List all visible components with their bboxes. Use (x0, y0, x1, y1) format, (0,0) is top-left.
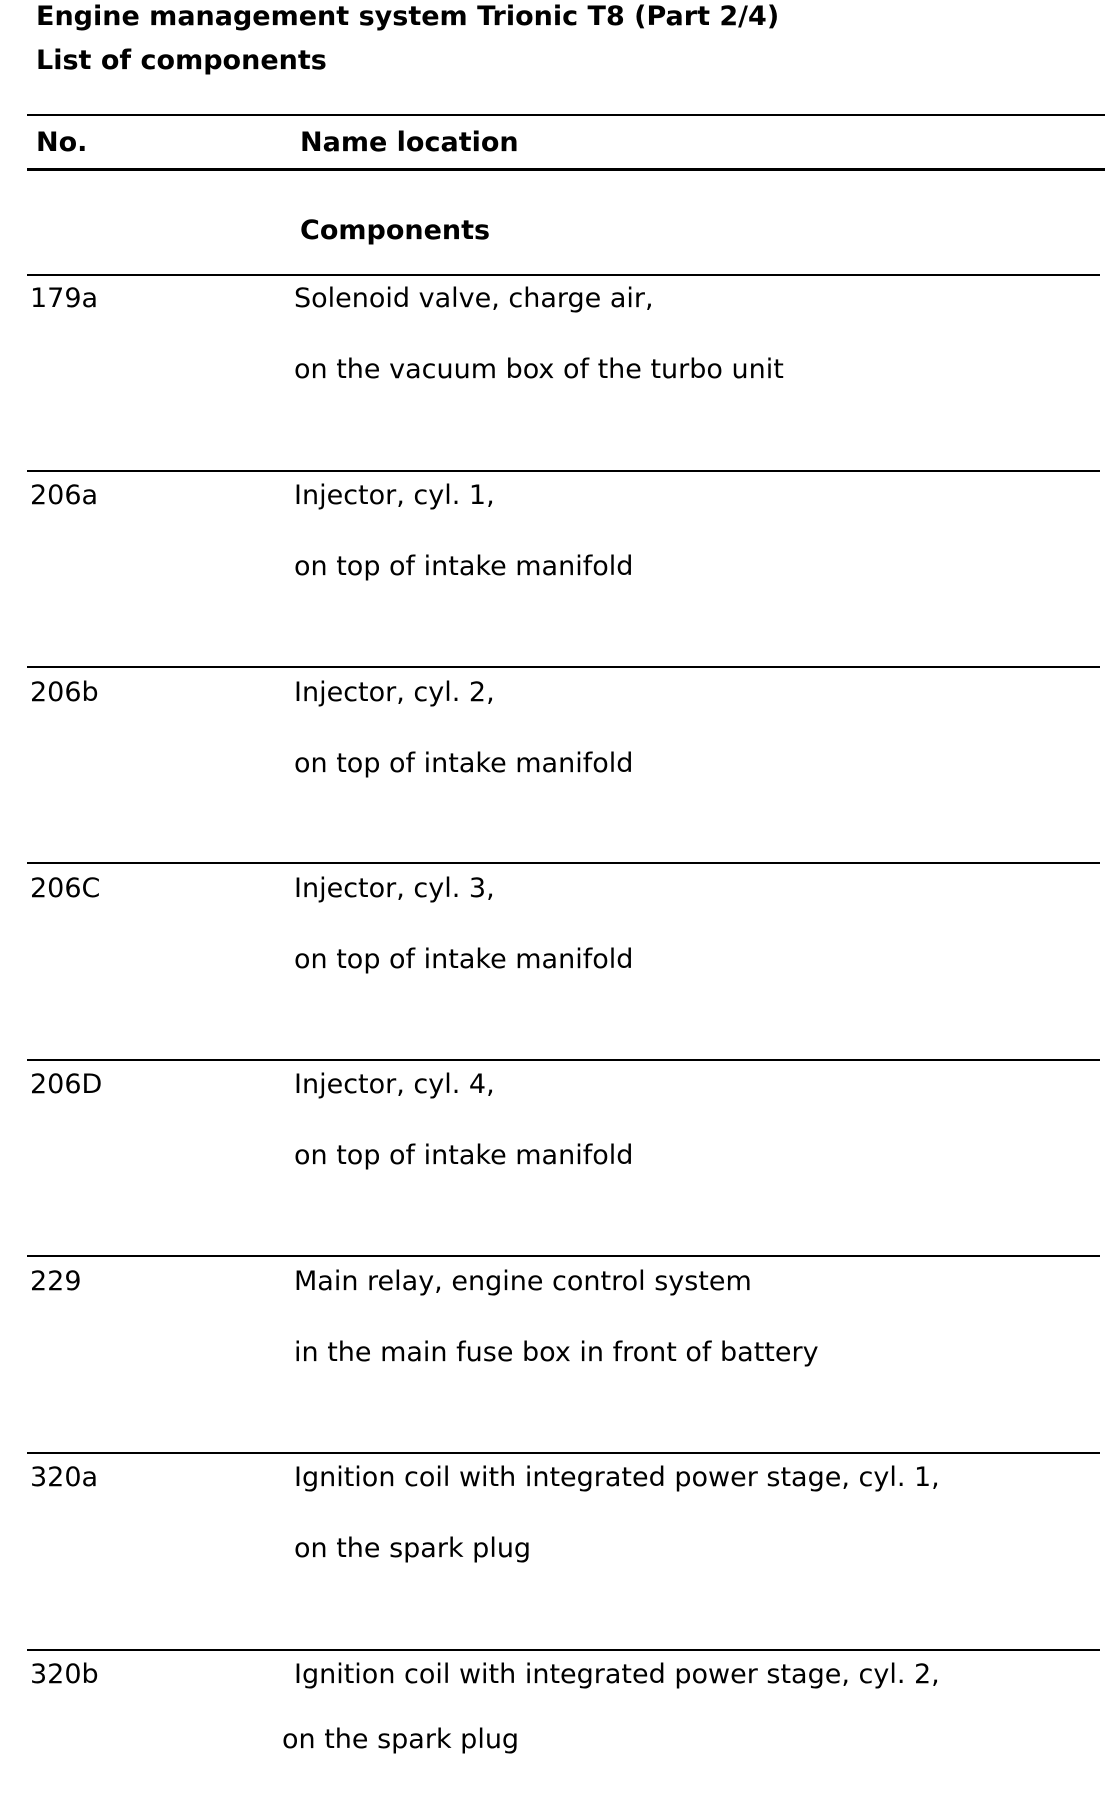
document-subtitle: List of components (36, 45, 327, 76)
component-name: Solenoid valve, charge air, (294, 283, 654, 314)
component-name: Injector, cyl. 2, (294, 677, 495, 708)
row-divider (27, 470, 1100, 472)
component-name: Ignition coil with integrated power stage, cyl. 2, (294, 1659, 940, 1690)
row-divider (27, 1059, 1100, 1061)
header-top-rule (27, 114, 1105, 116)
component-location: on top of intake manifold (294, 551, 634, 582)
component-name: Injector, cyl. 1, (294, 480, 495, 511)
component-number: 206a (30, 480, 99, 511)
component-location: on the spark plug (282, 1724, 520, 1755)
component-name: Injector, cyl. 4, (294, 1069, 495, 1100)
row-divider (27, 666, 1100, 668)
component-number: 179a (30, 283, 99, 314)
row-divider (27, 1649, 1100, 1651)
row-divider (27, 862, 1100, 864)
component-number: 206C (30, 873, 101, 904)
component-location: on top of intake manifold (294, 1140, 634, 1171)
section-heading-components: Components (300, 215, 491, 246)
component-location: in the main fuse box in front of battery (294, 1337, 819, 1368)
column-header-no: No. (36, 127, 88, 158)
component-name: Ignition coil with integrated power stage, cyl. 1, (294, 1462, 940, 1493)
component-location: on the spark plug (294, 1533, 532, 1564)
header-bottom-rule (27, 168, 1105, 171)
component-number: 320b (30, 1659, 99, 1690)
row-divider (27, 1452, 1100, 1454)
component-location: on top of intake manifold (294, 944, 634, 975)
component-name: Main relay, engine control system (294, 1266, 752, 1297)
component-number: 206D (30, 1069, 103, 1100)
row-divider (27, 1255, 1100, 1257)
column-header-name-location: Name location (300, 127, 519, 158)
component-number: 206b (30, 677, 99, 708)
component-number: 229 (30, 1266, 82, 1297)
section-rule (27, 274, 1100, 276)
component-location: on top of intake manifold (294, 748, 634, 779)
component-name: Injector, cyl. 3, (294, 873, 495, 904)
component-location: on the vacuum box of the turbo unit (294, 354, 784, 385)
component-number: 320a (30, 1462, 99, 1493)
document-title: Engine management system Trionic T8 (Part 2/4) (36, 1, 780, 32)
